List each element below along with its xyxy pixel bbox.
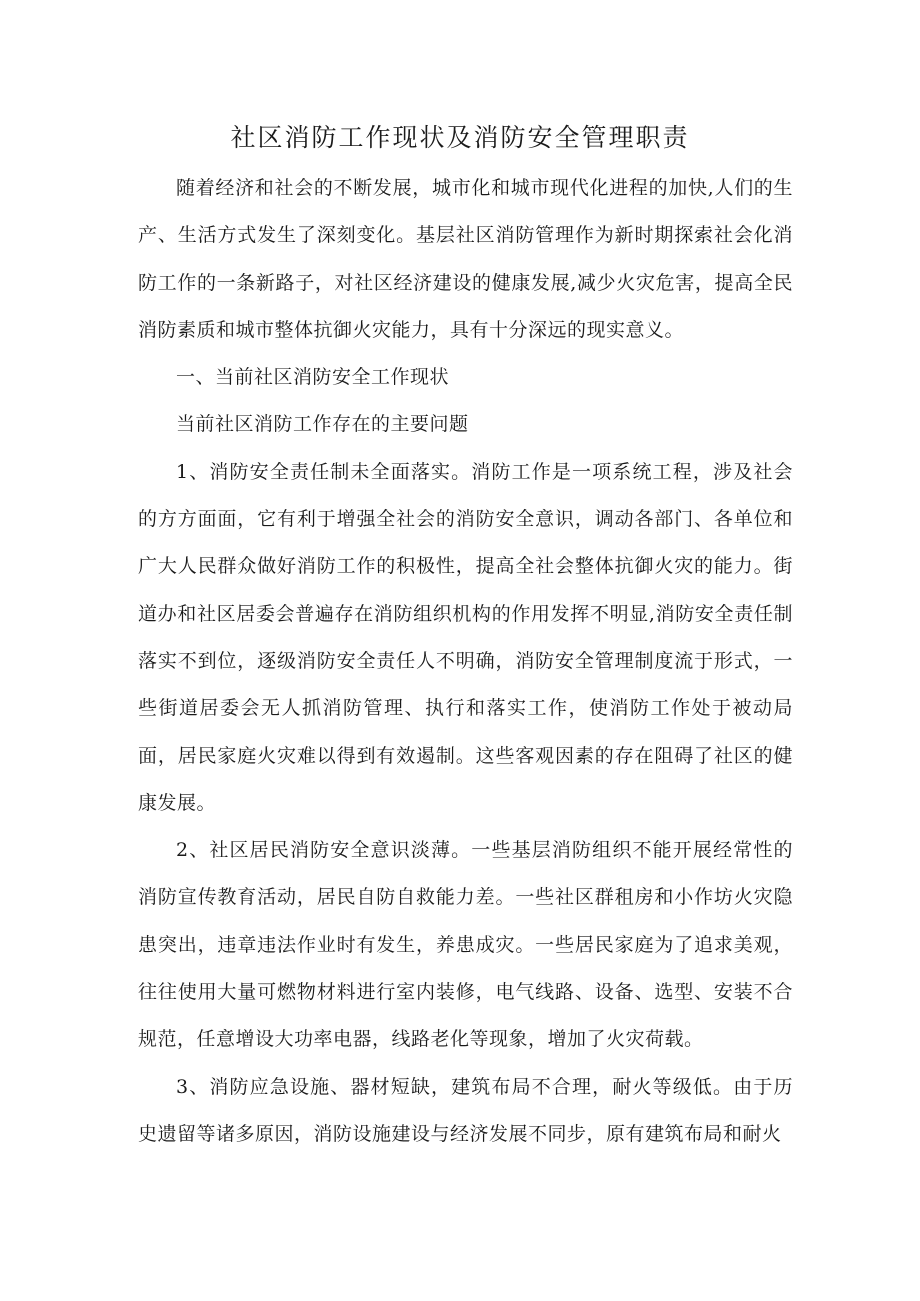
paragraph-intro: 随着经济和社会的不断发展，城市化和城市现代化进程的加快,人们的生产、生活方式发生了深刻变化。基层社区消防管理作为新时期探索社会化消防工作的一条新路子，对社区经济建设的健康发展,减少火灾危害，提高全民消防素质和城市整体抗御火灾能力，具有十分深远的现实意义。 xyxy=(138,177,793,341)
section-heading: 一、当前社区消防安全工作现状 xyxy=(176,366,450,389)
paragraph-item-3: 3、消防应急设施、器材短缺，建筑布局不合理，耐火等级低。由于历史遗留等诸多原因，消防设施建设与经济发展不同步，原有建筑布局和耐火 xyxy=(138,1075,793,1145)
document-title: 社区消防工作现状及消防安全管理职责 xyxy=(230,123,690,152)
paragraph-item-2: 2、社区居民消防安全意识淡薄。一些基层消防组织不能开展经常性的消防宣传教育活动，居民自防自救能力差。一些社区群租房和小作坊火灾隐患突出，违章违法作业时有发生，养患成灾。一些居民家庭为了追求美观，往往使用大量可燃物材料进行室内装修，电气线路、设备、选型、安装不合规范，任意增设大功率电器，线路老化等现象，增加了火灾荷载。 xyxy=(138,839,793,1051)
document-body xyxy=(138,165,793,1158)
paragraph-item-1: 1、消防安全责任制未全面落实。消防工作是一项系统工程，涉及社会的方方面面，它有利于增强全社会的消防安全意识，调动各部门、各单位和广大人民群众做好消防工作的积极性，提高全社会整体抗御火灾的能力。街道办和社区居委会普遍存在消防组织机构的作用发挥不明显,消防安全责任制落实不到位，逐级消防安全责任人不明确，消防安全管理制度流于形式，一些街道居委会无人抓消防管理、执行和落实工作，使消防工作处于被动局面，居民家庭火灾难以得到有效遏制。这些客观因素的存在阻碍了社区的健康发展。 xyxy=(138,460,793,814)
subsection-heading: 当前社区消防工作存在的主要问题 xyxy=(176,413,469,436)
